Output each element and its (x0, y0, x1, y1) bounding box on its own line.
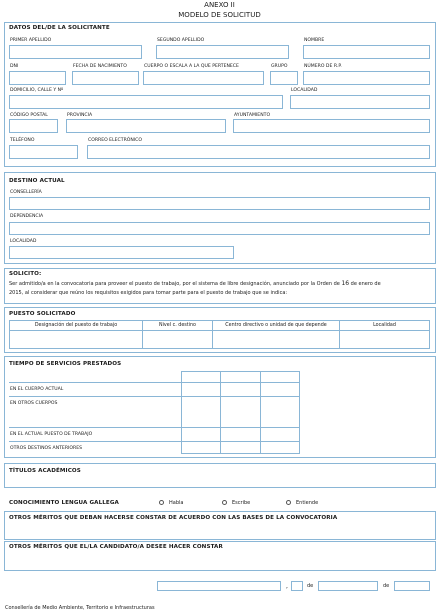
tiempo-row-cuerpo-actual: EN EL CUERPO ACTUAL (10, 387, 64, 392)
localidad-field[interactable] (290, 95, 430, 109)
codigo-postal-label: CÓDIGO POSTAL (10, 113, 48, 118)
lengua-title: CONOCIMIENTO LENGUA GALLEGA (9, 500, 119, 506)
col-nivel: Nivel c. destino (143, 321, 213, 331)
orden-day-value[interactable]: 16 (341, 280, 350, 287)
fecha-nacimiento-label: FECHA DE NACIMIENTO (73, 64, 127, 69)
correo-field[interactable] (87, 145, 430, 159)
solicito-line-2: 2015, al considerar que reúno los requisitos exigidos para tomar parte para el puesto de trabajo que se indica: (9, 290, 288, 296)
mes-field[interactable] (318, 581, 378, 591)
titulos-title: TÍTULOS ACADÉMICOS (9, 468, 81, 474)
annex-label: ANEXO II (204, 1, 235, 9)
destino-title: DESTINO ACTUAL (9, 178, 65, 184)
form-title: MODELO DE SOLICITUD (178, 11, 261, 19)
numero-rp-label: NÚMERO DE R.P. (304, 64, 342, 69)
solicito-title: SOLICITO: (9, 271, 42, 277)
col-localidad: Localidad (340, 321, 430, 331)
tiempo-values-grid[interactable] (181, 382, 300, 454)
tiempo-row-otros-cuerpos: EN OTROS CUERPOS (10, 401, 58, 406)
cuerpo-label: CUERPO O ESCALA A LA QUE PERTENECE (144, 64, 239, 69)
tiempo-title: TIEMPO DE SERVICIOS PRESTADOS (9, 361, 122, 367)
entiende-radio[interactable] (286, 500, 291, 505)
nombre-label: NOMBRE (304, 38, 325, 43)
conselleria-field[interactable] (9, 197, 430, 210)
dia-field[interactable] (291, 581, 303, 591)
telefono-label: TELÉFONO (10, 138, 35, 143)
puesto-title: PUESTO SOLICITADO (9, 311, 76, 317)
tiempo-header-box (181, 371, 300, 382)
fecha-nacimiento-field[interactable] (72, 71, 139, 85)
destino-localidad-label: LOCALIDAD (10, 239, 37, 244)
escribe-label: Escribe (232, 500, 251, 506)
ayuntamiento-label: AYUNTAMIENTO (234, 113, 271, 118)
codigo-postal-field[interactable] (9, 119, 58, 133)
meritos-bases-title: OTROS MÉRITOS QUE DEBAN HACERSE CONSTAR DE ACUERDO CON LAS BASES DE LA CONVOCATORIA (9, 515, 338, 521)
dependencia-label: DEPENDENCIA (10, 214, 44, 219)
centro-cell[interactable] (213, 331, 340, 349)
meritos-candidato-title: OTROS MÉRITOS QUE EL/LA CANDIDATO/A DESEE HACER CONSTAR (9, 544, 223, 550)
provincia-field[interactable] (66, 119, 226, 133)
segundo-apellido-label: SEGUNDO APELLIDO (157, 38, 205, 43)
localidad-label: LOCALIDAD (291, 88, 318, 93)
localidad-cell[interactable] (340, 331, 430, 349)
firma-de-1: de (307, 583, 314, 589)
lugar-field[interactable] (157, 581, 281, 591)
puesto-table (9, 320, 430, 349)
firma-comma: , (286, 583, 288, 590)
provincia-label: PROVINCIA (67, 113, 93, 118)
grupo-field[interactable] (270, 71, 298, 85)
nombre-field[interactable] (303, 45, 430, 59)
tiempo-row-otros-destinos: OTROS DESTINOS ANTERIORES (10, 446, 83, 451)
cuerpo-field[interactable] (143, 71, 264, 85)
firma-de-2: de (383, 583, 390, 589)
entiende-label: Entiende (296, 500, 319, 506)
titulos-section[interactable] (4, 463, 436, 488)
solicito-text-a: Ser admitido/a en la convocatoria para proveer el puesto de trabajo, por el sistema de libre designación, anunciado por la Orden de (9, 281, 340, 287)
footer-org: Consellería de Medio Ambiente, Territorio e Infraestructuras (5, 605, 155, 611)
primer-apellido-field[interactable] (9, 45, 142, 59)
destino-localidad-field[interactable] (9, 246, 234, 259)
dependencia-field[interactable] (9, 222, 430, 235)
col-centro: Centro directivo o unidad de que depende (213, 321, 340, 331)
telefono-field[interactable] (9, 145, 78, 159)
dni-field[interactable] (9, 71, 66, 85)
correo-label: CORREO ELECTRÓNICO (88, 138, 142, 143)
habla-radio[interactable] (159, 500, 164, 505)
numero-rp-field[interactable] (303, 71, 430, 85)
dni-label: DNI (10, 64, 19, 69)
conselleria-label: CONSELLERÍA (10, 190, 42, 195)
habla-label: Habla (169, 500, 184, 506)
solicitante-title: DATOS DEL/DE LA SOLICITANTE (9, 25, 110, 31)
escribe-radio[interactable] (222, 500, 227, 505)
ano-field[interactable] (394, 581, 430, 591)
primer-apellido-label: PRIMER APELLIDO (10, 38, 52, 43)
solicito-line-1 (9, 280, 381, 288)
ayuntamiento-field[interactable] (233, 119, 430, 133)
nivel-cell[interactable] (143, 331, 213, 349)
grupo-label: GRUPO (271, 64, 288, 69)
tiempo-row-puesto-actual: EN EL ACTUAL PUESTO DE TRABAJO (10, 432, 93, 437)
domicilio-label: DOMICILIO, CALLE Y Nº (10, 88, 64, 93)
solicito-text-b: de enero de (350, 281, 381, 287)
segundo-apellido-field[interactable] (156, 45, 289, 59)
col-designacion: Designación del puesto de trabajo (10, 321, 143, 331)
designacion-cell[interactable] (10, 331, 143, 349)
domicilio-field[interactable] (9, 95, 283, 109)
